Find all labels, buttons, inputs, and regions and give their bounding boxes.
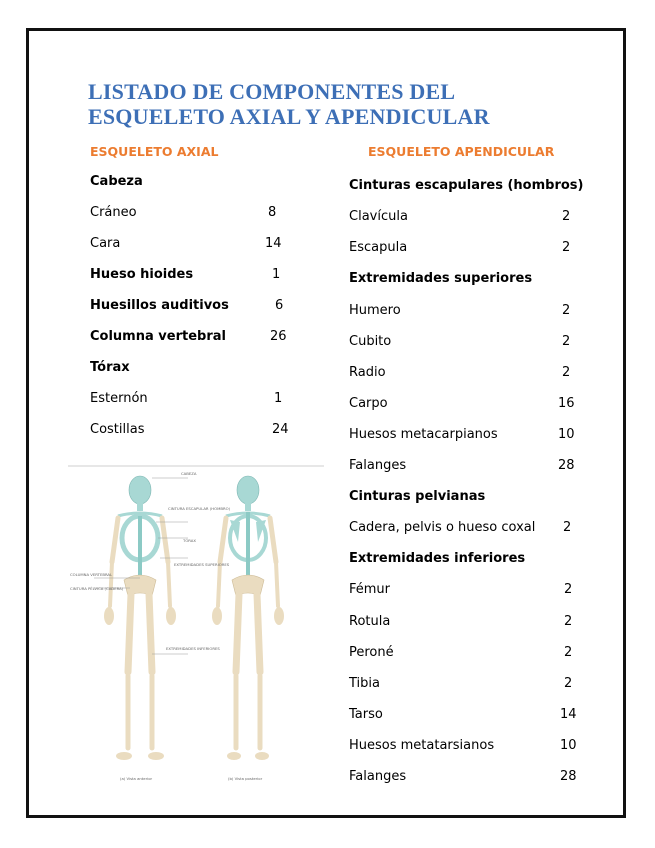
axial-row-label: Esternón [90, 391, 148, 406]
label-cintura-escapular: CINTURA ESCAPULAR (HOMBRO) [168, 506, 231, 511]
appendicular-row-label: Cadera, pelvis o hueso coxal [349, 520, 536, 535]
appendicular-row [349, 334, 571, 349]
axial-row-label: Hueso hioides [90, 267, 194, 282]
posterior-skull [237, 476, 259, 504]
anterior-left-forearm [110, 562, 112, 606]
appendicular-row [349, 427, 575, 442]
appendicular-row [349, 178, 583, 193]
label-cintura-pelvica: CINTURA PÉLVICA (CADERA) [70, 586, 124, 591]
title-line-2: ESQUELETO AXIAL Y APENDICULAR [88, 104, 490, 129]
appendicular-row-label: Falanges [349, 458, 407, 473]
appendicular-row [349, 240, 571, 255]
posterior-skeleton [212, 476, 284, 760]
appendicular-row [349, 614, 573, 629]
anterior-right-forearm [168, 562, 170, 606]
posterior-left-forearm [218, 562, 220, 606]
appendicular-row-value: 2 [563, 520, 572, 535]
posterior-right-humerus [270, 518, 276, 562]
axial-row [90, 174, 143, 189]
anterior-right-hand [166, 607, 176, 625]
appendicular-row-label: Peroné [349, 645, 394, 660]
appendicular-row-value: 2 [562, 209, 571, 224]
appendicular-row [349, 303, 571, 318]
appendicular-row-label: Clavícula [349, 209, 408, 224]
label-cabeza: CABEZA [181, 471, 197, 476]
axial-row-value: 26 [270, 329, 287, 344]
appendicular-row-value: 2 [562, 240, 571, 255]
skeleton-illustration [68, 458, 324, 788]
appendicular-row [349, 396, 575, 411]
axial-section-header: ESQUELETO AXIAL [90, 144, 219, 159]
anterior-right-humerus [162, 518, 168, 562]
appendicular-row-value: 2 [562, 334, 571, 349]
axial-row-label: Columna vertebral [90, 329, 226, 344]
appendicular-row-value: 2 [564, 614, 573, 629]
anterior-right-foot [148, 752, 164, 760]
axial-row-value: 8 [268, 205, 277, 220]
appendicular-row-label: Huesos metatarsianos [349, 738, 495, 753]
anterior-skeleton [104, 476, 176, 760]
appendicular-row-label: Cinturas pelvianas [349, 489, 486, 504]
posterior-right-femur [257, 594, 260, 672]
appendicular-row-value: 28 [558, 458, 575, 473]
label-torax: TÓRAX [183, 538, 196, 543]
appendicular-row [349, 707, 577, 722]
appendicular-row-label: Fémur [349, 582, 391, 597]
appendicular-row [349, 520, 572, 535]
axial-row [90, 329, 287, 344]
appendicular-row-label: Extremidades superiores [349, 271, 533, 286]
posterior-neck [245, 503, 251, 511]
appendicular-row-value: 2 [564, 645, 573, 660]
label-extremidades-inferiores: EXTREMIDADES INFERIORES [166, 646, 220, 651]
appendicular-row [349, 676, 573, 691]
appendicular-row-label: Extremidades inferiores [349, 551, 526, 566]
appendicular-row [349, 365, 571, 380]
appendicular-row [349, 738, 577, 753]
posterior-right-foot [255, 752, 269, 760]
anterior-skull [129, 476, 151, 504]
posterior-right-forearm [276, 562, 278, 606]
axial-row-label: Cabeza [90, 174, 143, 189]
page-title [88, 79, 490, 129]
axial-row-label: Cara [90, 236, 121, 251]
appendicular-row-label: Cubito [349, 334, 392, 349]
axial-row-value: 14 [265, 236, 282, 251]
appendicular-row [349, 489, 485, 504]
axial-row [90, 236, 282, 251]
appendicular-row [349, 271, 532, 286]
appendicular-row-label: Tibia [349, 676, 380, 691]
caption-posterior: (b) Vista posterior [228, 776, 263, 781]
anterior-right-femur [149, 594, 152, 672]
axial-row [90, 422, 289, 437]
axial-row-value: 24 [272, 422, 289, 437]
appendicular-row [349, 769, 577, 784]
axial-row-value: 6 [275, 298, 284, 313]
posterior-left-foot [227, 752, 241, 760]
anterior-neck [137, 503, 143, 511]
axial-row-label: Huesillos auditivos [90, 298, 229, 313]
posterior-left-humerus [220, 518, 226, 562]
anterior-left-hand [104, 607, 114, 625]
appendicular-row-label: Huesos metacarpianos [349, 427, 498, 442]
axial-row [90, 391, 283, 406]
appendicular-row-label: Rotula [349, 614, 391, 629]
axial-row-label: Tórax [90, 360, 130, 375]
posterior-left-femur [236, 594, 239, 672]
posterior-right-hand [274, 607, 284, 625]
appendicular-row-label: Falanges [349, 769, 407, 784]
posterior-left-hand [212, 607, 222, 625]
appendicular-row-label: Tarso [349, 707, 383, 722]
appendicular-row [349, 551, 525, 566]
appendicular-row-value: 14 [560, 707, 577, 722]
appendicular-row-value: 16 [558, 396, 575, 411]
appendicular-row-value: 10 [560, 738, 577, 753]
appendicular-row-label: Cinturas escapulares (hombros) [349, 178, 584, 193]
appendicular-row-value: 10 [558, 427, 575, 442]
appendicular-row [349, 209, 571, 224]
skeleton-svg [68, 458, 324, 788]
appendicular-row [349, 645, 573, 660]
axial-row [90, 298, 284, 313]
axial-row-label: Costillas [90, 422, 145, 437]
axial-row [90, 205, 277, 220]
appendicular-row-value: 2 [562, 303, 571, 318]
appendicular-section-header: ESQUELETO APENDICULAR [368, 144, 555, 159]
appendicular-row [349, 582, 573, 597]
label-extremidades-superiores: EXTREMIDADES SUPERIORES [174, 562, 230, 567]
label-columna-vertebral: COLUMNA VERTEBRAL [70, 572, 113, 577]
axial-row-value: 1 [272, 267, 281, 282]
appendicular-row-value: 28 [560, 769, 577, 784]
appendicular-row-value: 2 [564, 582, 573, 597]
anterior-left-foot [116, 752, 132, 760]
appendicular-row-label: Carpo [349, 396, 388, 411]
axial-row [90, 267, 281, 282]
anterior-left-femur [128, 594, 131, 672]
axial-row-value: 1 [274, 391, 283, 406]
axial-row [90, 360, 130, 375]
appendicular-row-label: Humero [349, 303, 401, 318]
appendicular-row-value: 2 [562, 365, 571, 380]
caption-anterior: (a) Vista anterior [120, 776, 153, 781]
title-line-1: LISTADO DE COMPONENTES DEL [88, 79, 456, 104]
appendicular-row [349, 458, 575, 473]
appendicular-row-label: Escapula [349, 240, 408, 255]
appendicular-row-label: Radio [349, 365, 386, 380]
anterior-left-humerus [112, 518, 118, 562]
appendicular-row-value: 2 [564, 676, 573, 691]
axial-row-label: Cráneo [90, 205, 137, 220]
